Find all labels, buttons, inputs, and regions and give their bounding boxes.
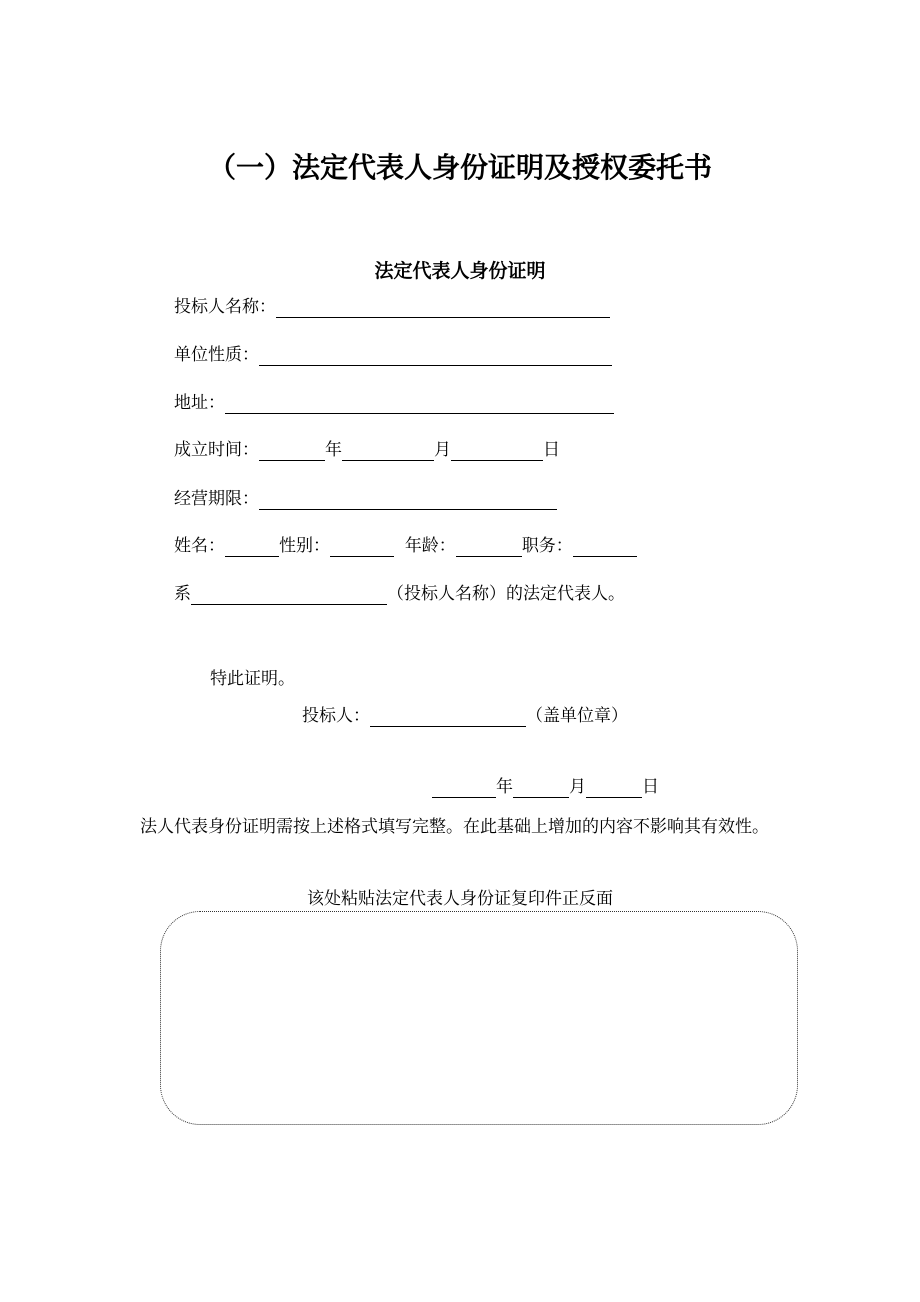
address-blank[interactable] xyxy=(225,395,614,414)
bidder-name-label: 投标人名称： xyxy=(174,297,276,317)
year-label: 年 xyxy=(325,440,342,460)
document-title: （一）法定代表人身份证明及授权委托书 xyxy=(207,151,712,184)
seal-label: （盖单位章） xyxy=(526,706,628,726)
bidder-name-blank[interactable] xyxy=(276,299,610,318)
paste-label: 该处粘贴法定代表人身份证复印件正反面 xyxy=(307,889,613,909)
signature-label: 投标人： xyxy=(302,706,370,726)
section-title: 法定代表人身份证明 xyxy=(374,260,546,282)
established-year-blank[interactable] xyxy=(259,442,325,461)
gender-label: 性别： xyxy=(279,536,330,556)
established-label: 成立时间： xyxy=(174,440,259,460)
id-card-paste-area xyxy=(160,911,798,1125)
relation-row xyxy=(174,583,625,605)
term-row xyxy=(174,488,557,510)
age-blank[interactable] xyxy=(456,538,522,557)
date-day-blank[interactable] xyxy=(586,779,642,798)
date-row xyxy=(432,776,659,798)
person-row xyxy=(174,535,637,557)
established-month-blank[interactable] xyxy=(342,442,434,461)
address-label: 地址： xyxy=(174,393,225,413)
signature-row xyxy=(302,705,628,727)
date-year-blank[interactable] xyxy=(432,779,496,798)
unit-nature-label: 单位性质： xyxy=(174,345,259,365)
date-month-blank[interactable] xyxy=(513,779,569,798)
relation-suffix: （投标人名称）的法定代表人。 xyxy=(387,584,625,604)
relation-blank[interactable] xyxy=(191,586,387,605)
unit-nature-blank[interactable] xyxy=(259,347,612,366)
note-paragraph: 法人代表身份证明需按上述格式填写完整。在此基础上增加的内容不影响其有效性。 xyxy=(140,817,769,837)
name-blank[interactable] xyxy=(225,538,279,557)
date-year-label: 年 xyxy=(496,777,513,797)
bidder-name-row xyxy=(174,296,610,318)
address-row xyxy=(174,392,614,414)
age-label: 年龄： xyxy=(404,536,456,556)
relation-prefix: 系 xyxy=(174,584,191,604)
date-day-label: 日 xyxy=(642,777,659,797)
position-blank[interactable] xyxy=(573,538,637,557)
hereby-text: 特此证明。 xyxy=(210,669,295,689)
position-label: 职务： xyxy=(521,536,573,556)
date-month-label: 月 xyxy=(569,777,586,797)
month-label: 月 xyxy=(434,440,451,460)
gender-blank[interactable] xyxy=(330,538,394,557)
unit-nature-row xyxy=(174,344,612,366)
signature-blank[interactable] xyxy=(370,708,526,727)
established-day-blank[interactable] xyxy=(451,442,543,461)
day-label: 日 xyxy=(543,440,560,460)
established-row xyxy=(174,439,560,461)
name-label: 姓名： xyxy=(174,536,225,556)
term-label: 经营期限： xyxy=(174,489,259,509)
term-blank[interactable] xyxy=(259,491,557,510)
